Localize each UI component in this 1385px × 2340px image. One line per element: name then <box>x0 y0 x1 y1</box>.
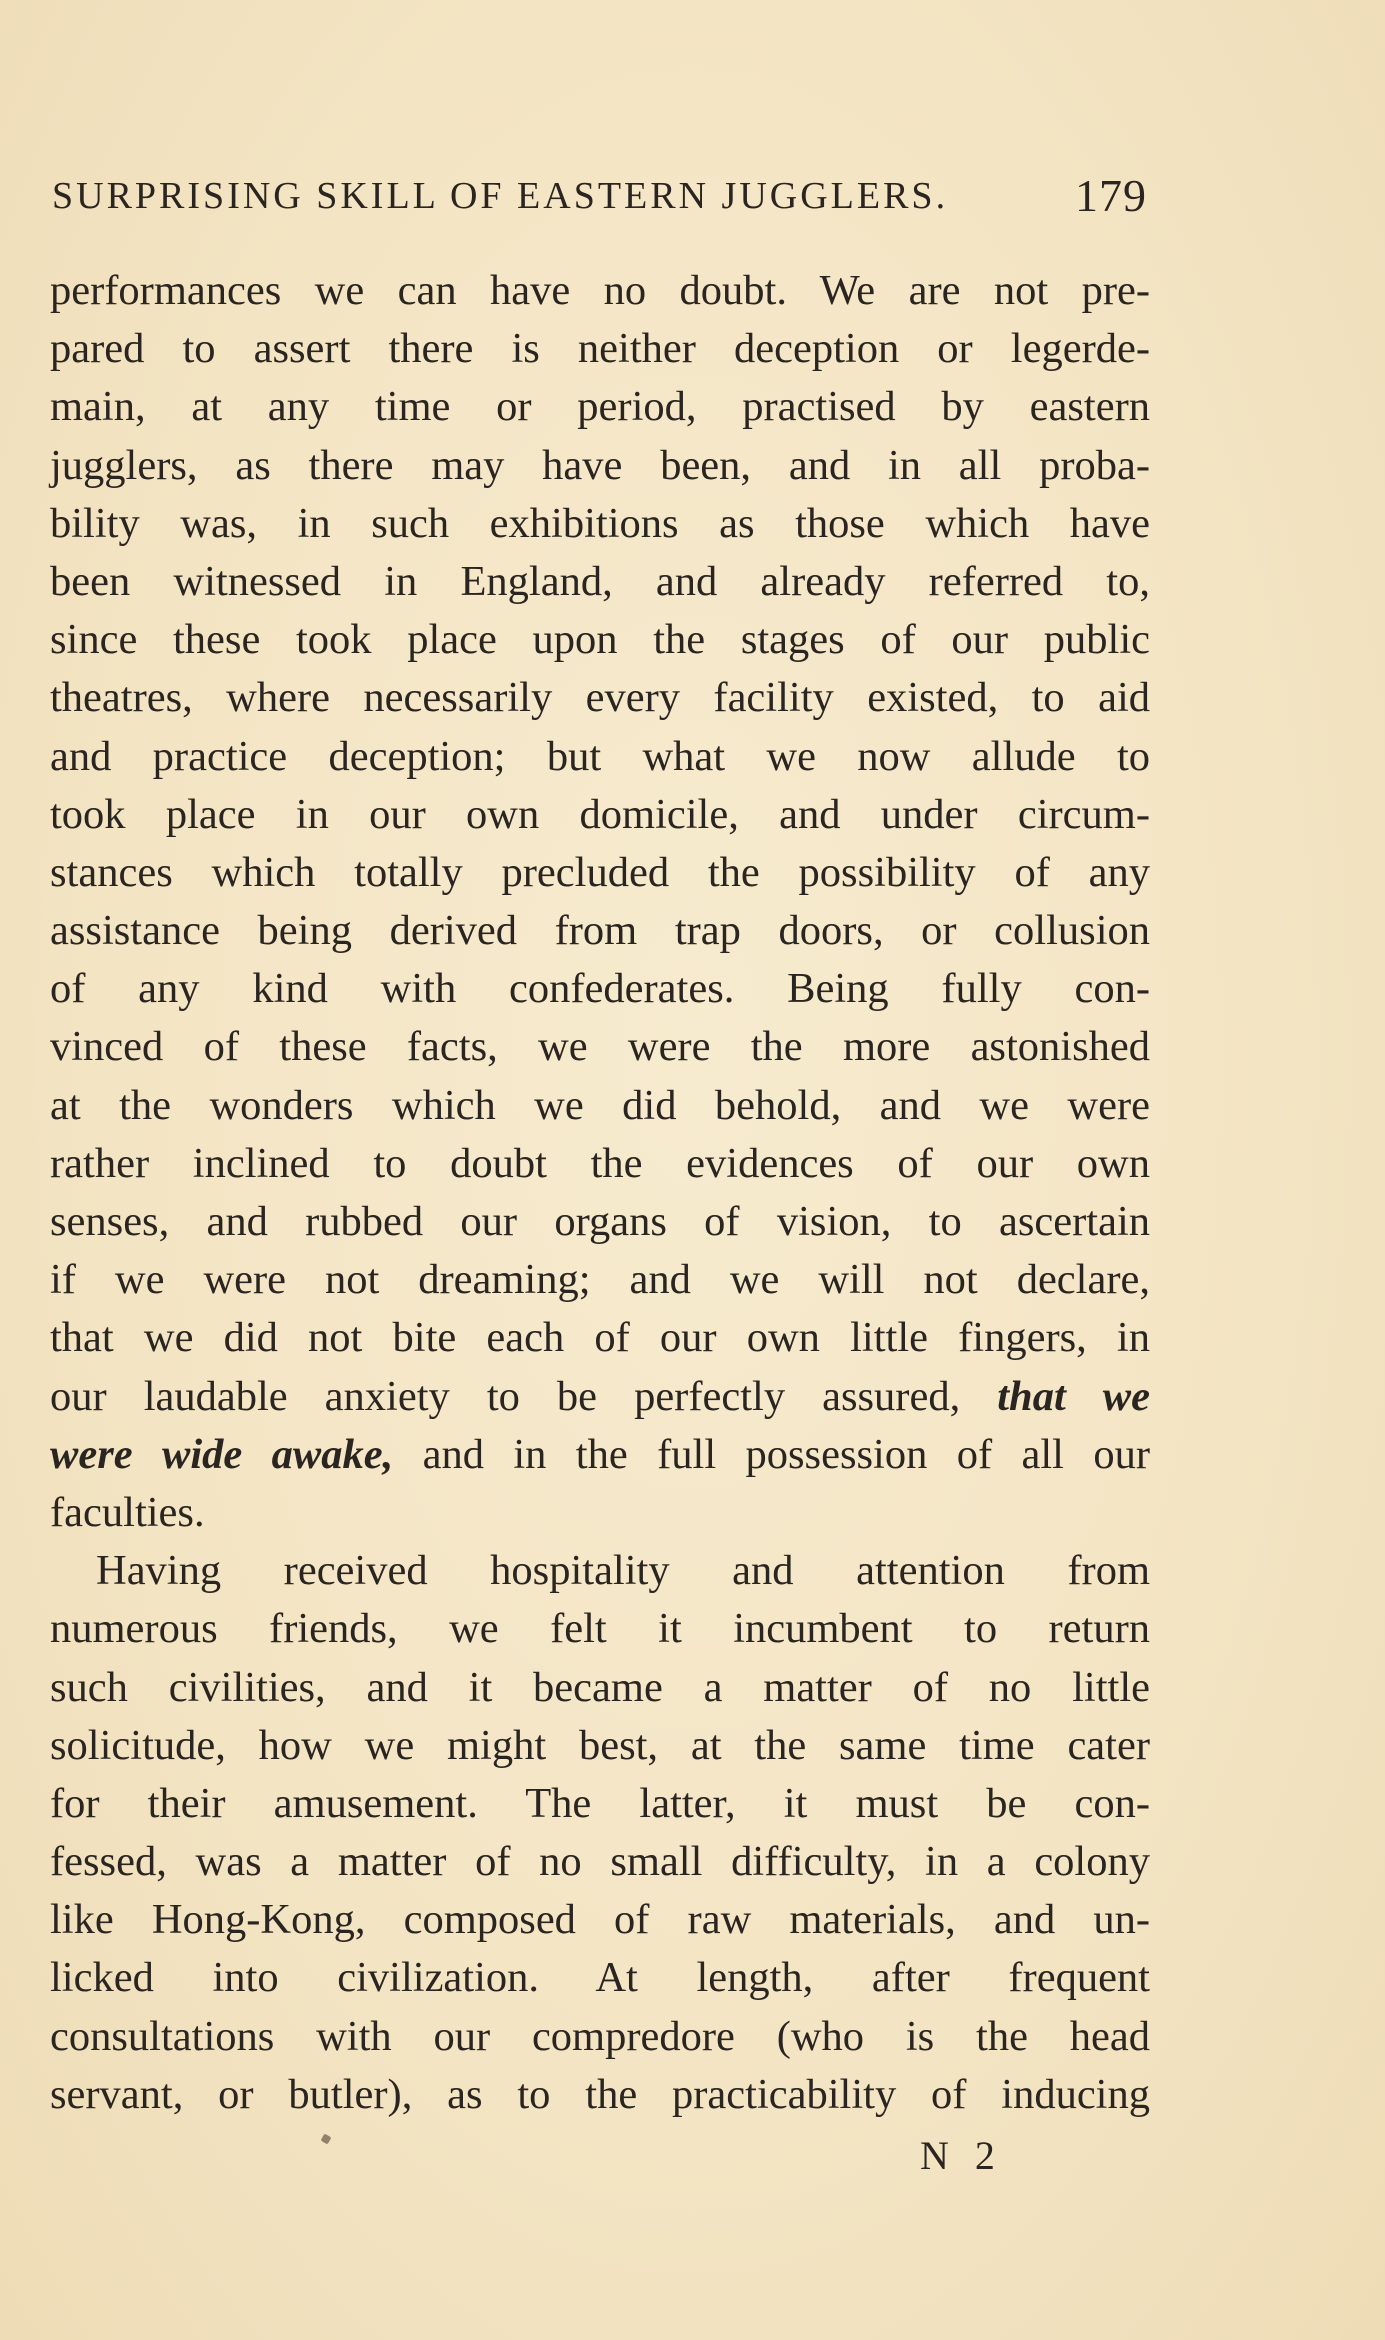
text-line: senses, and rubbed our organs of vision, to ascertain <box>50 1198 1150 1245</box>
paragraph-end-line: faculties. <box>50 1488 205 1536</box>
text-line: if we were not dreaming; and we will not declare, <box>50 1256 1150 1304</box>
text-line: bility was, in such exhibitions as those which have <box>50 499 1150 547</box>
text-line: been witnessed in England, and already referred to, <box>50 557 1150 605</box>
text-line: licked into civilization. At length, after frequent <box>50 1954 1150 2002</box>
text-line: fessed, was a matter of no small difficulty, in a colony <box>50 1838 1150 1886</box>
text-line: such civilities, and it became a matter of no little <box>50 1663 1150 1711</box>
text-line: at the wonders which we did behold, and we were <box>50 1081 1150 1129</box>
text-line: assistance being derived from trap doors, or collusion <box>50 907 1150 955</box>
text-segment: and in the full possession of all our <box>422 1430 1151 1478</box>
text-line: rather inclined to doubt the evidences of our own <box>50 1139 1150 1187</box>
text-line: vinced of these facts, we were the more astonished <box>50 1023 1150 1071</box>
text-line: servant, or butler), as to the practicability of inducing <box>50 2070 1150 2118</box>
text-line: numerous friends, we felt it incumbent to return <box>50 1605 1150 1653</box>
text-line: like Hong-Kong, composed of raw materials, and un- <box>50 1896 1150 1944</box>
text-line: that we did not bite each of our own little fingers, in <box>50 1314 1150 1362</box>
text-line: jugglers, as there may have been, and in all proba- <box>50 441 1150 489</box>
text-line: consultations with our compredore (who is the head <box>50 2012 1150 2060</box>
text-line: stances which totally precluded the possibility of any <box>50 848 1150 896</box>
text-line: main, at any time or period, practised by eastern <box>50 383 1150 431</box>
signature-mark: N 2 <box>920 2133 1003 2178</box>
text-line: pared to assert there is neither deception or legerde- <box>50 325 1150 373</box>
text-line: and practice deception; but what we now allude to <box>50 732 1150 780</box>
text-line: took place in our own domicile, and under circum- <box>50 790 1150 838</box>
text-line: performances we can have no doubt. We are not pre- <box>50 267 1150 314</box>
text-line: theatres, where necessarily every facility existed, to aid <box>50 674 1150 722</box>
text-line: since these took place upon the stages of our public <box>50 616 1150 664</box>
italic-emphasis: were wide awake, <box>50 1430 394 1478</box>
text-segment: our laudable anxiety to be perfectly assured, <box>50 1372 961 1420</box>
running-head-title: SURPRISING SKILL OF EASTERN JUGGLERS. <box>52 175 949 217</box>
italic-emphasis: that we <box>997 1372 1151 1420</box>
text-line: for their amusement. The latter, it must be con- <box>50 1779 1150 1827</box>
text-line-with-italic <box>50 1426 1150 1484</box>
running-head <box>52 168 1147 224</box>
text-line-with-italic <box>50 1368 1150 1426</box>
paragraph-first-line: Having received hospitality and attention from <box>96 1547 1150 1595</box>
body-text <box>50 262 1150 2124</box>
text-line: solicitude, how we might best, at the same time cater <box>50 1721 1150 1769</box>
page-number: 179 <box>1075 170 1147 221</box>
text-line: of any kind with confederates. Being fully con- <box>50 965 1150 1013</box>
ink-speck <box>321 2134 332 2145</box>
